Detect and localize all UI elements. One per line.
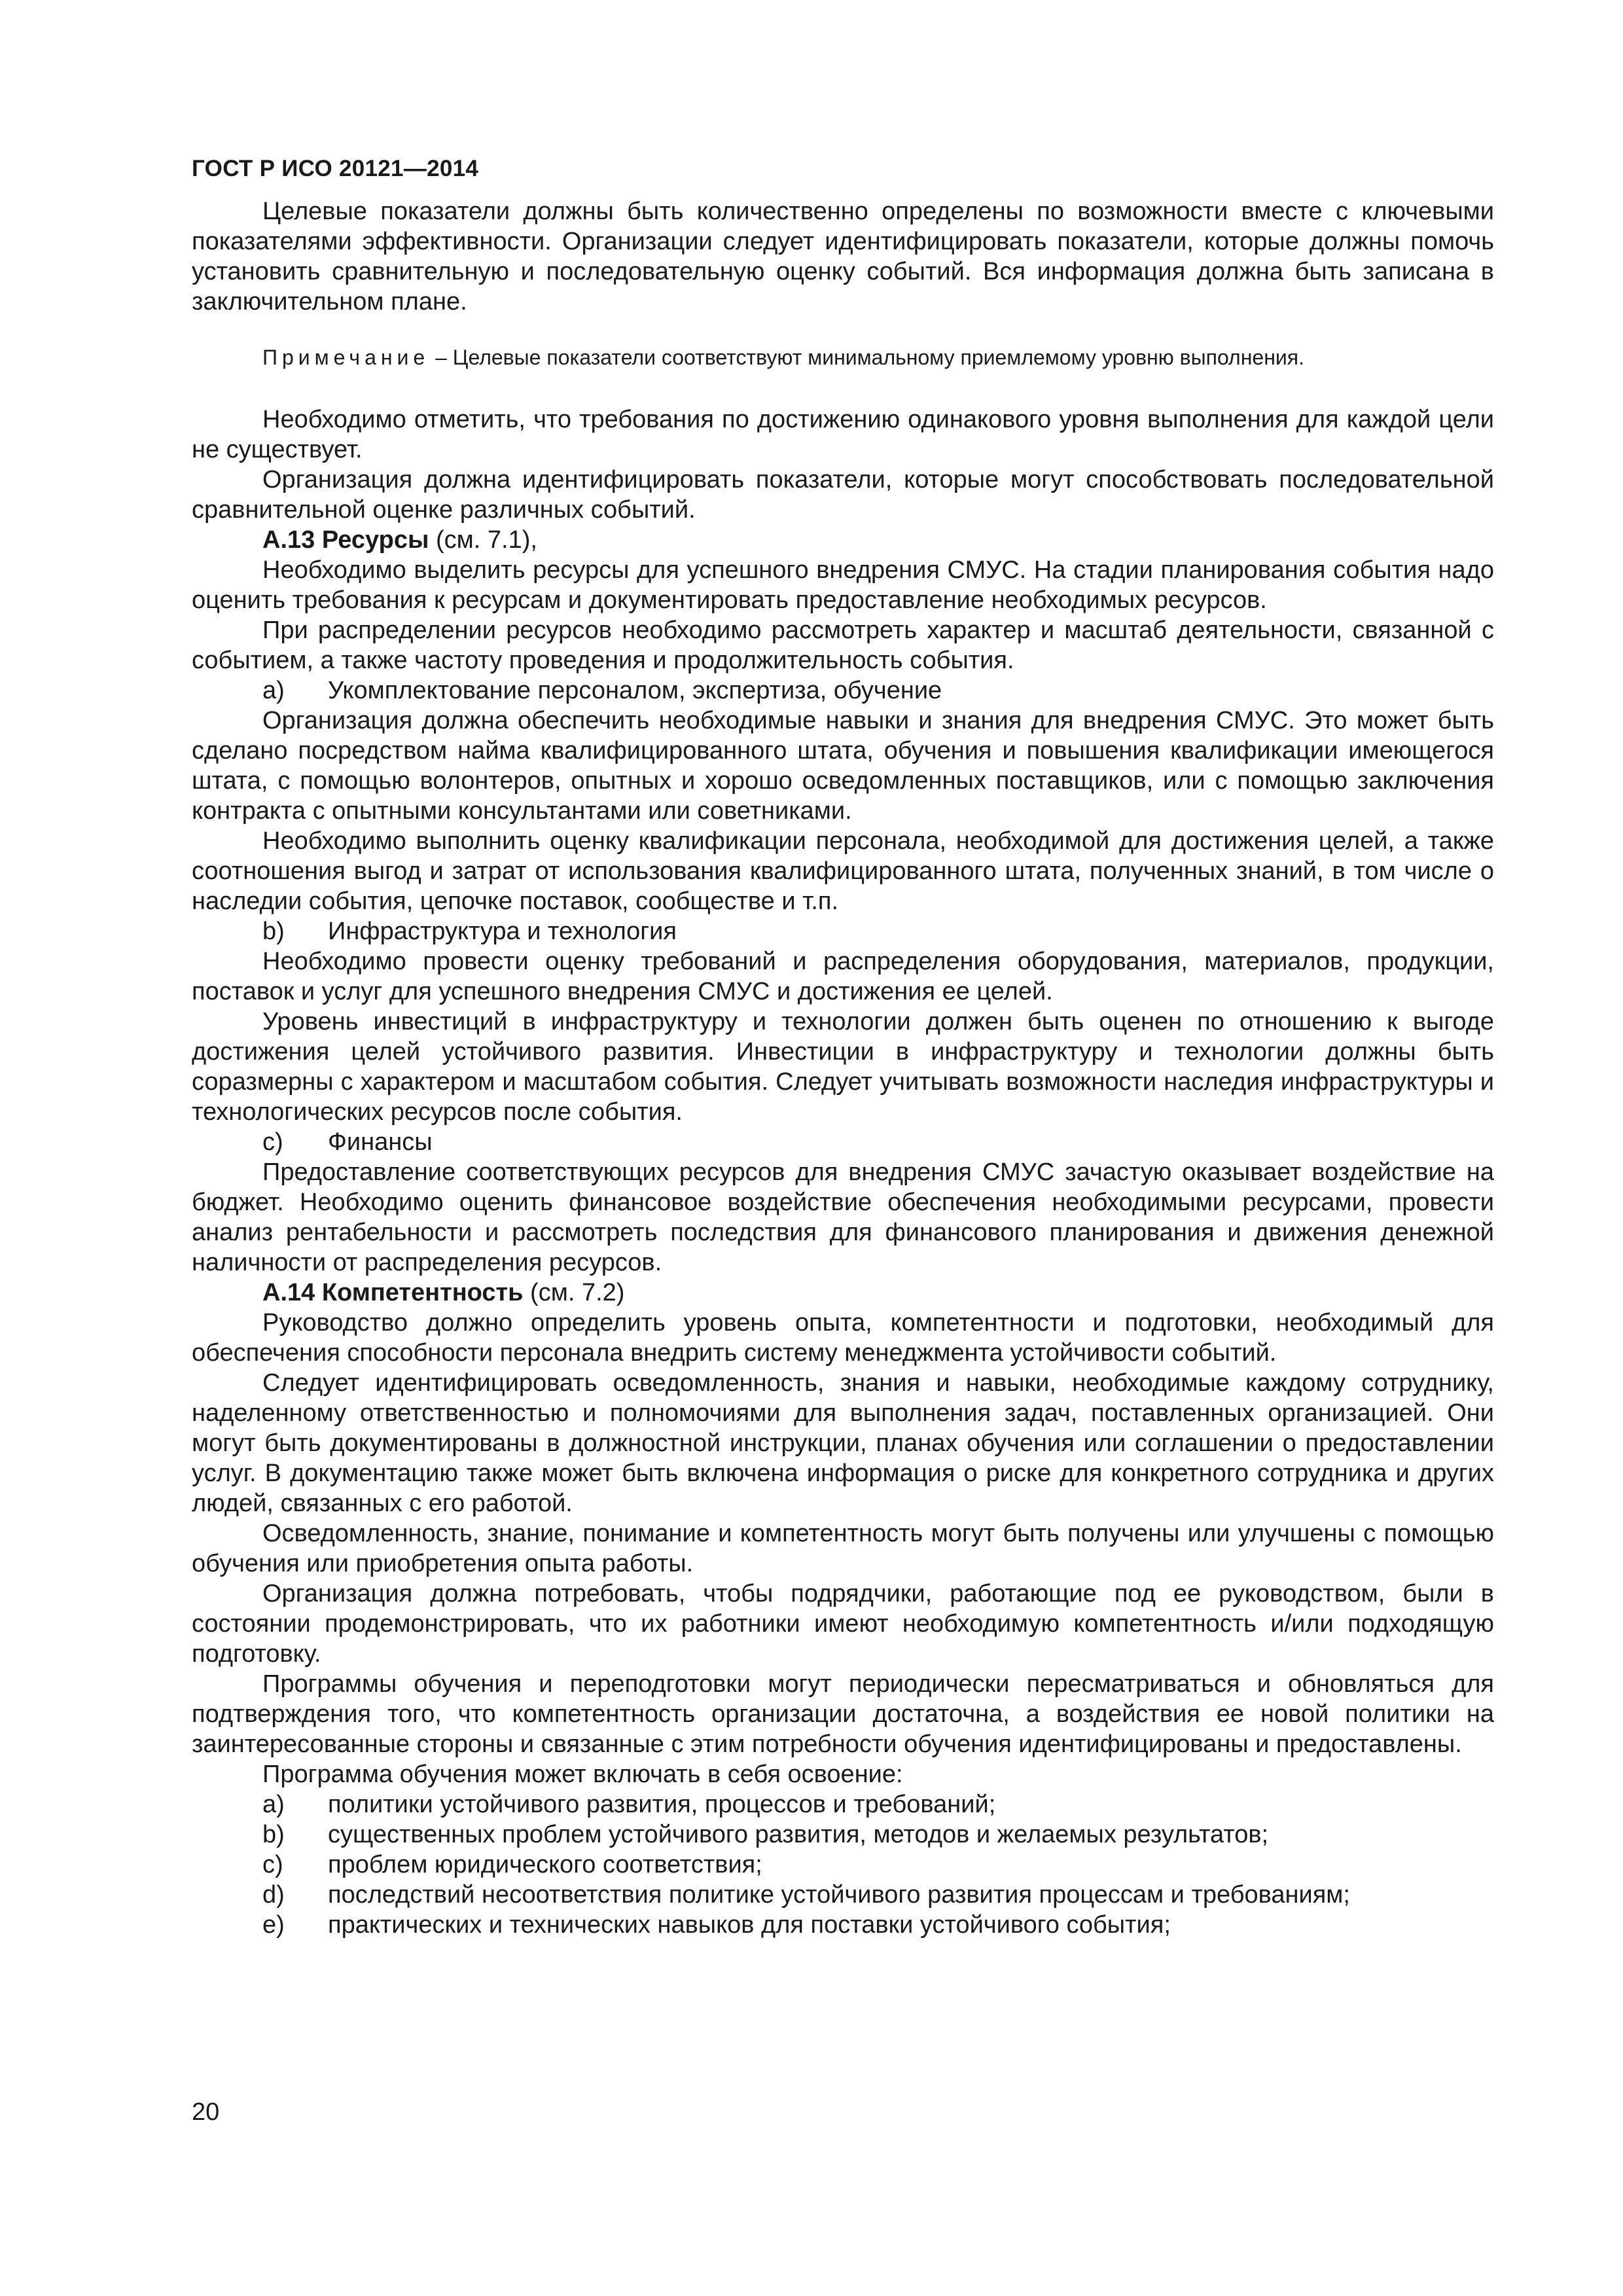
paragraph: Организация должна идентифицировать показатели, которые могут способствовать последовательной сравнительной оценке различных событий. bbox=[192, 466, 1494, 524]
page-number: 20 bbox=[192, 2098, 220, 2126]
document-header: ГОСТ Р ИСО 20121—2014 bbox=[192, 156, 479, 181]
paragraph: Целевые показатели должны быть количественно определены по возможности вместе с ключевыми показателями эффективности. Организации следует идентифицировать показатели, которые должны помочь установить сравнительную и последовательную оценку событий. Вся информация должна быть записана в заключительном плане. bbox=[192, 198, 1494, 315]
paragraph: Программы обучения и переподготовки могут периодически пересматриваться и обновляться для подтверждения того, что компетентность организации достаточна, а воздействия ее новой политики на заинтересованные стороны и связанные с этим потребности обучения идентифицированы и предоставлены. bbox=[192, 1670, 1494, 1758]
item-text: последствий несоответствия политике устойчивого развития процессам и требованиям; bbox=[328, 1881, 1350, 1909]
paragraph: Организация должна потребовать, чтобы подрядчики, работающие под ее руководством, были в состоянии продемонстрировать, что их работники имеют необходимую компетентность и/или подходящую подготовку. bbox=[192, 1580, 1494, 1668]
item-text: проблем юридического соответствия; bbox=[328, 1851, 762, 1878]
item-text: практических и технических навыков для поставки устойчивого события; bbox=[328, 1911, 1171, 1939]
note bbox=[192, 344, 1494, 370]
item-text: Финансы bbox=[328, 1128, 433, 1156]
item-marker: b) bbox=[262, 1821, 285, 1848]
item-marker: c) bbox=[262, 1128, 283, 1156]
section-title: А.14 Компетентность bbox=[262, 1279, 524, 1306]
paragraph: Предоставление соответствующих ресурсов для внедрения СМУС зачастую оказывает воздействие на бюджет. Необходимо оценить финансовое воздействие обеспечения необходимыми ресурсами, провести анализ рентабельности и рассмотреть последствия для финансового планирования и движения денежной наличности от распределения ресурсов. bbox=[192, 1158, 1494, 1276]
item-text: Инфраструктура и технология bbox=[328, 918, 677, 945]
list-item bbox=[262, 1820, 1494, 1850]
section-ref: (см. 7.2) bbox=[523, 1279, 625, 1306]
paragraph: Необходимо выделить ресурсы для успешного внедрения СМУС. На стадии планирования события надо оценить требования к ресурсам и документировать предоставление необходимых ресурсов. bbox=[192, 556, 1494, 614]
paragraph: Осведомленность, знание, понимание и компетентность могут быть получены или улучшены с помощью обучения или приобретения опыта работы. bbox=[192, 1520, 1494, 1577]
paragraph: Руководство должно определить уровень опыта, компетентности и подготовки, необходимый для обеспечения способности персонала внедрить систему менеджмента устойчивости событий. bbox=[192, 1309, 1494, 1367]
list-item bbox=[262, 1850, 1494, 1880]
item-marker: а) bbox=[262, 1791, 285, 1818]
item-marker: b) bbox=[262, 918, 285, 945]
paragraph: Следует идентифицировать осведомленность, знания и навыки, необходимые каждому сотруднику, наделенному ответственностью и полномочиями для выполнения задач, поставленных организацией. Они могут быть документированы в должностной инструкции, планах обучения или соглашении о предоставлении услуг. В документацию также может быть включена информация о риске для конкретного сотрудника и других людей, связанных с его работой. bbox=[192, 1369, 1494, 1517]
item-text: политики устойчивого развития, процессов и требований; bbox=[328, 1791, 996, 1818]
item-marker: е) bbox=[262, 1911, 285, 1939]
note-text: – Целевые показатели соответствуют минимальному приемлемому уровню выполнения. bbox=[429, 346, 1304, 369]
item-marker: d) bbox=[262, 1881, 285, 1909]
note-label: Примечание bbox=[262, 346, 430, 369]
paragraph: Организация должна обеспечить необходимые навыки и знания для внедрения СМУС. Это может быть сделано посредством найма квалифицированного штата, обучения и повышения квалификации имеющегося штата, с помощью волонтеров, опытных и хорошо осведомленных поставщиков, или с помощью заключения контракта с опытными консультантами или советниками. bbox=[192, 707, 1494, 825]
section-heading-a13 bbox=[192, 525, 1494, 555]
list-item bbox=[262, 1880, 1494, 1910]
item-marker: c) bbox=[262, 1851, 283, 1878]
subitem-c bbox=[262, 1127, 1494, 1157]
paragraph: Необходимо отметить, что требования по достижению одинакового уровня выполнения для каждой цели не существует. bbox=[192, 406, 1494, 463]
paragraph: При распределении ресурсов необходимо рассмотреть характер и масштаб деятельности, связанной с событием, а также частоту проведения и продолжительность события. bbox=[192, 617, 1494, 674]
page-body bbox=[192, 196, 1494, 1940]
subitem-a bbox=[262, 675, 1494, 706]
paragraph: Необходимо выполнить оценку квалификации персонала, необходимой для достижения целей, а также соотношения выгод и затрат от использования квалифицированного штата, полученных знаний, в том числе о наследии события, цепочке поставок, сообществе и т.п. bbox=[192, 827, 1494, 915]
list-item bbox=[262, 1910, 1494, 1940]
item-text: существенных проблем устойчивого развития, методов и желаемых результатов; bbox=[328, 1821, 1269, 1848]
section-heading-a14 bbox=[192, 1278, 1494, 1308]
item-marker: а) bbox=[262, 677, 285, 704]
item-text: Укомплектование персоналом, экспертиза, обучение bbox=[328, 677, 942, 704]
paragraph: Необходимо провести оценку требований и распределения оборудования, материалов, продукции, поставок и услуг для успешного внедрения СМУС и достижения ее целей. bbox=[192, 948, 1494, 1005]
paragraph: Уровень инвестиций в инфраструктуру и технологии должен быть оценен по отношению к выгоде достижения целей устойчивого развития. Инвестиции в инфраструктуру и технологии должны быть соразмерны с характером и масштабом события. Следует учитывать возможности наследия инфраструктуры и технологических ресурсов после события. bbox=[192, 1008, 1494, 1126]
section-title: А.13 Ресурсы bbox=[262, 526, 429, 554]
list-item bbox=[262, 1789, 1494, 1820]
paragraph: Программа обучения может включать в себя освоение: bbox=[262, 1761, 903, 1788]
section-ref: (см. 7.1), bbox=[429, 526, 537, 554]
subitem-b bbox=[262, 916, 1494, 946]
